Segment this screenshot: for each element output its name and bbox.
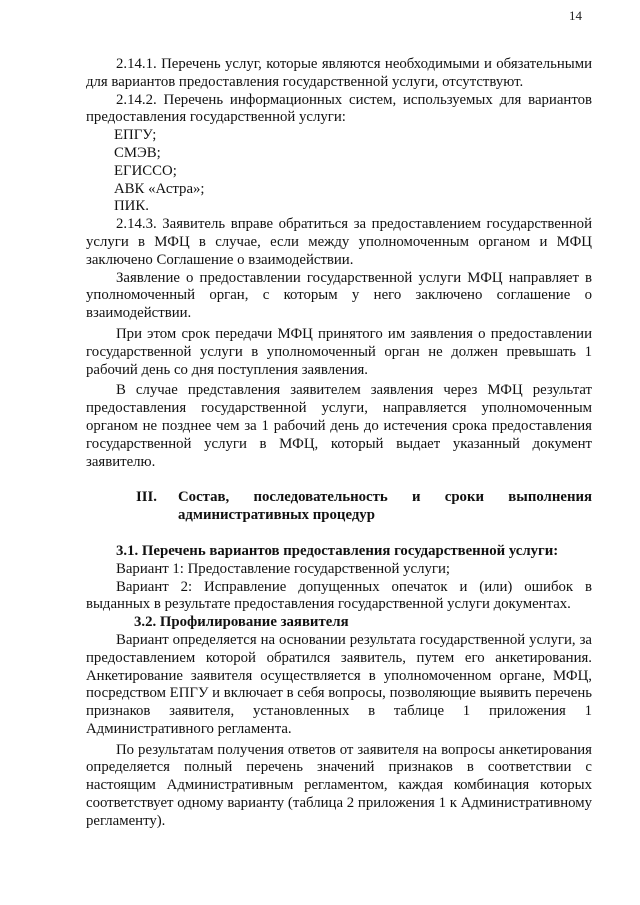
subsection-3-2-heading: 3.2. Профилирование заявителя	[134, 614, 349, 631]
profiling-paragraph-1: Вариант определяется на основании результата государственной услуги, за предоставлением которой обратился заявитель, путем его анкетирования. Анкетирование заявителя осуществляется в уполномоченном органе, МФЦ, посредством ЕПГУ и включает в себя вопросы, позволяющие выявить перечень признаков заявителя, установленных в таблице 1 приложения 1 Административного регламента.	[86, 631, 592, 737]
subsection-3-1-heading: 3.1. Перечень вариантов предоставления государственной услуги:	[116, 542, 559, 559]
paragraph-2-14-3: 2.14.3. Заявитель вправе обратиться за предоставлением государственной услуги в МФЦ в случае, если между уполномоченным органом и МФЦ заключено Соглашение о взаимодействии.	[86, 216, 592, 268]
list-item: ПИК.	[114, 198, 149, 215]
paragraph-mfc-application: Заявление о предоставлении государственной услуги МФЦ направляет в уполномоченный орган, с которым у него заключено соглашение о взаимодействии.	[86, 269, 592, 322]
paragraph-transfer-deadline: При этом срок передачи МФЦ принятого им заявления о предоставлении государственной услуги в уполномоченный орган не должен превышать 1 рабочий день со дня поступления заявления.	[86, 325, 592, 378]
variant-1: Вариант 1: Предоставление государственной услуги;	[116, 560, 450, 577]
page-number: 14	[569, 8, 582, 23]
profiling-paragraph-2: По результатам получения ответов от заявителя на вопросы анкетирования определяется полный перечень значений признаков в соответствии с настоящим Административным регламентом, каждая комбинация которых соответствует одному варианту (таблица 2 приложения 1 к Административному регламенту).	[86, 741, 592, 829]
paragraph-result-delivery: В случае представления заявителем заявления через МФЦ результат предоставления государственной услуги, направляется уполномоченным органом не позднее чем за 1 рабочий день до истечения срока предоставления государственной услуги в МФЦ, который выдает указанный документ заявителю.	[86, 382, 592, 470]
list-item: ЕГИССО;	[114, 162, 177, 179]
list-item: АВК «Астра»;	[114, 180, 205, 197]
document-body	[86, 56, 592, 831]
variant-2: Вариант 2: Исправление допущенных опечаток и (или) ошибок в выданных в результате предоставления государственной услуги документах.	[86, 578, 592, 613]
section-title: Состав, последовательность и сроки выполнения административных процедур	[178, 489, 592, 524]
paragraph-2-14-2: 2.14.2. Перечень информационных систем, используемых для вариантов предоставления государственной услуги:	[86, 91, 592, 126]
section-number: III.	[136, 489, 157, 506]
section-heading	[86, 489, 592, 525]
list-item: ЕПГУ;	[114, 127, 157, 144]
information-systems-list	[114, 127, 592, 216]
paragraph-2-14-1: 2.14.1. Перечень услуг, которые являются необходимыми и обязательными для вариантов предоставления государственной услуги, отсутствуют.	[86, 56, 592, 90]
list-item: СМЭВ;	[114, 144, 161, 161]
